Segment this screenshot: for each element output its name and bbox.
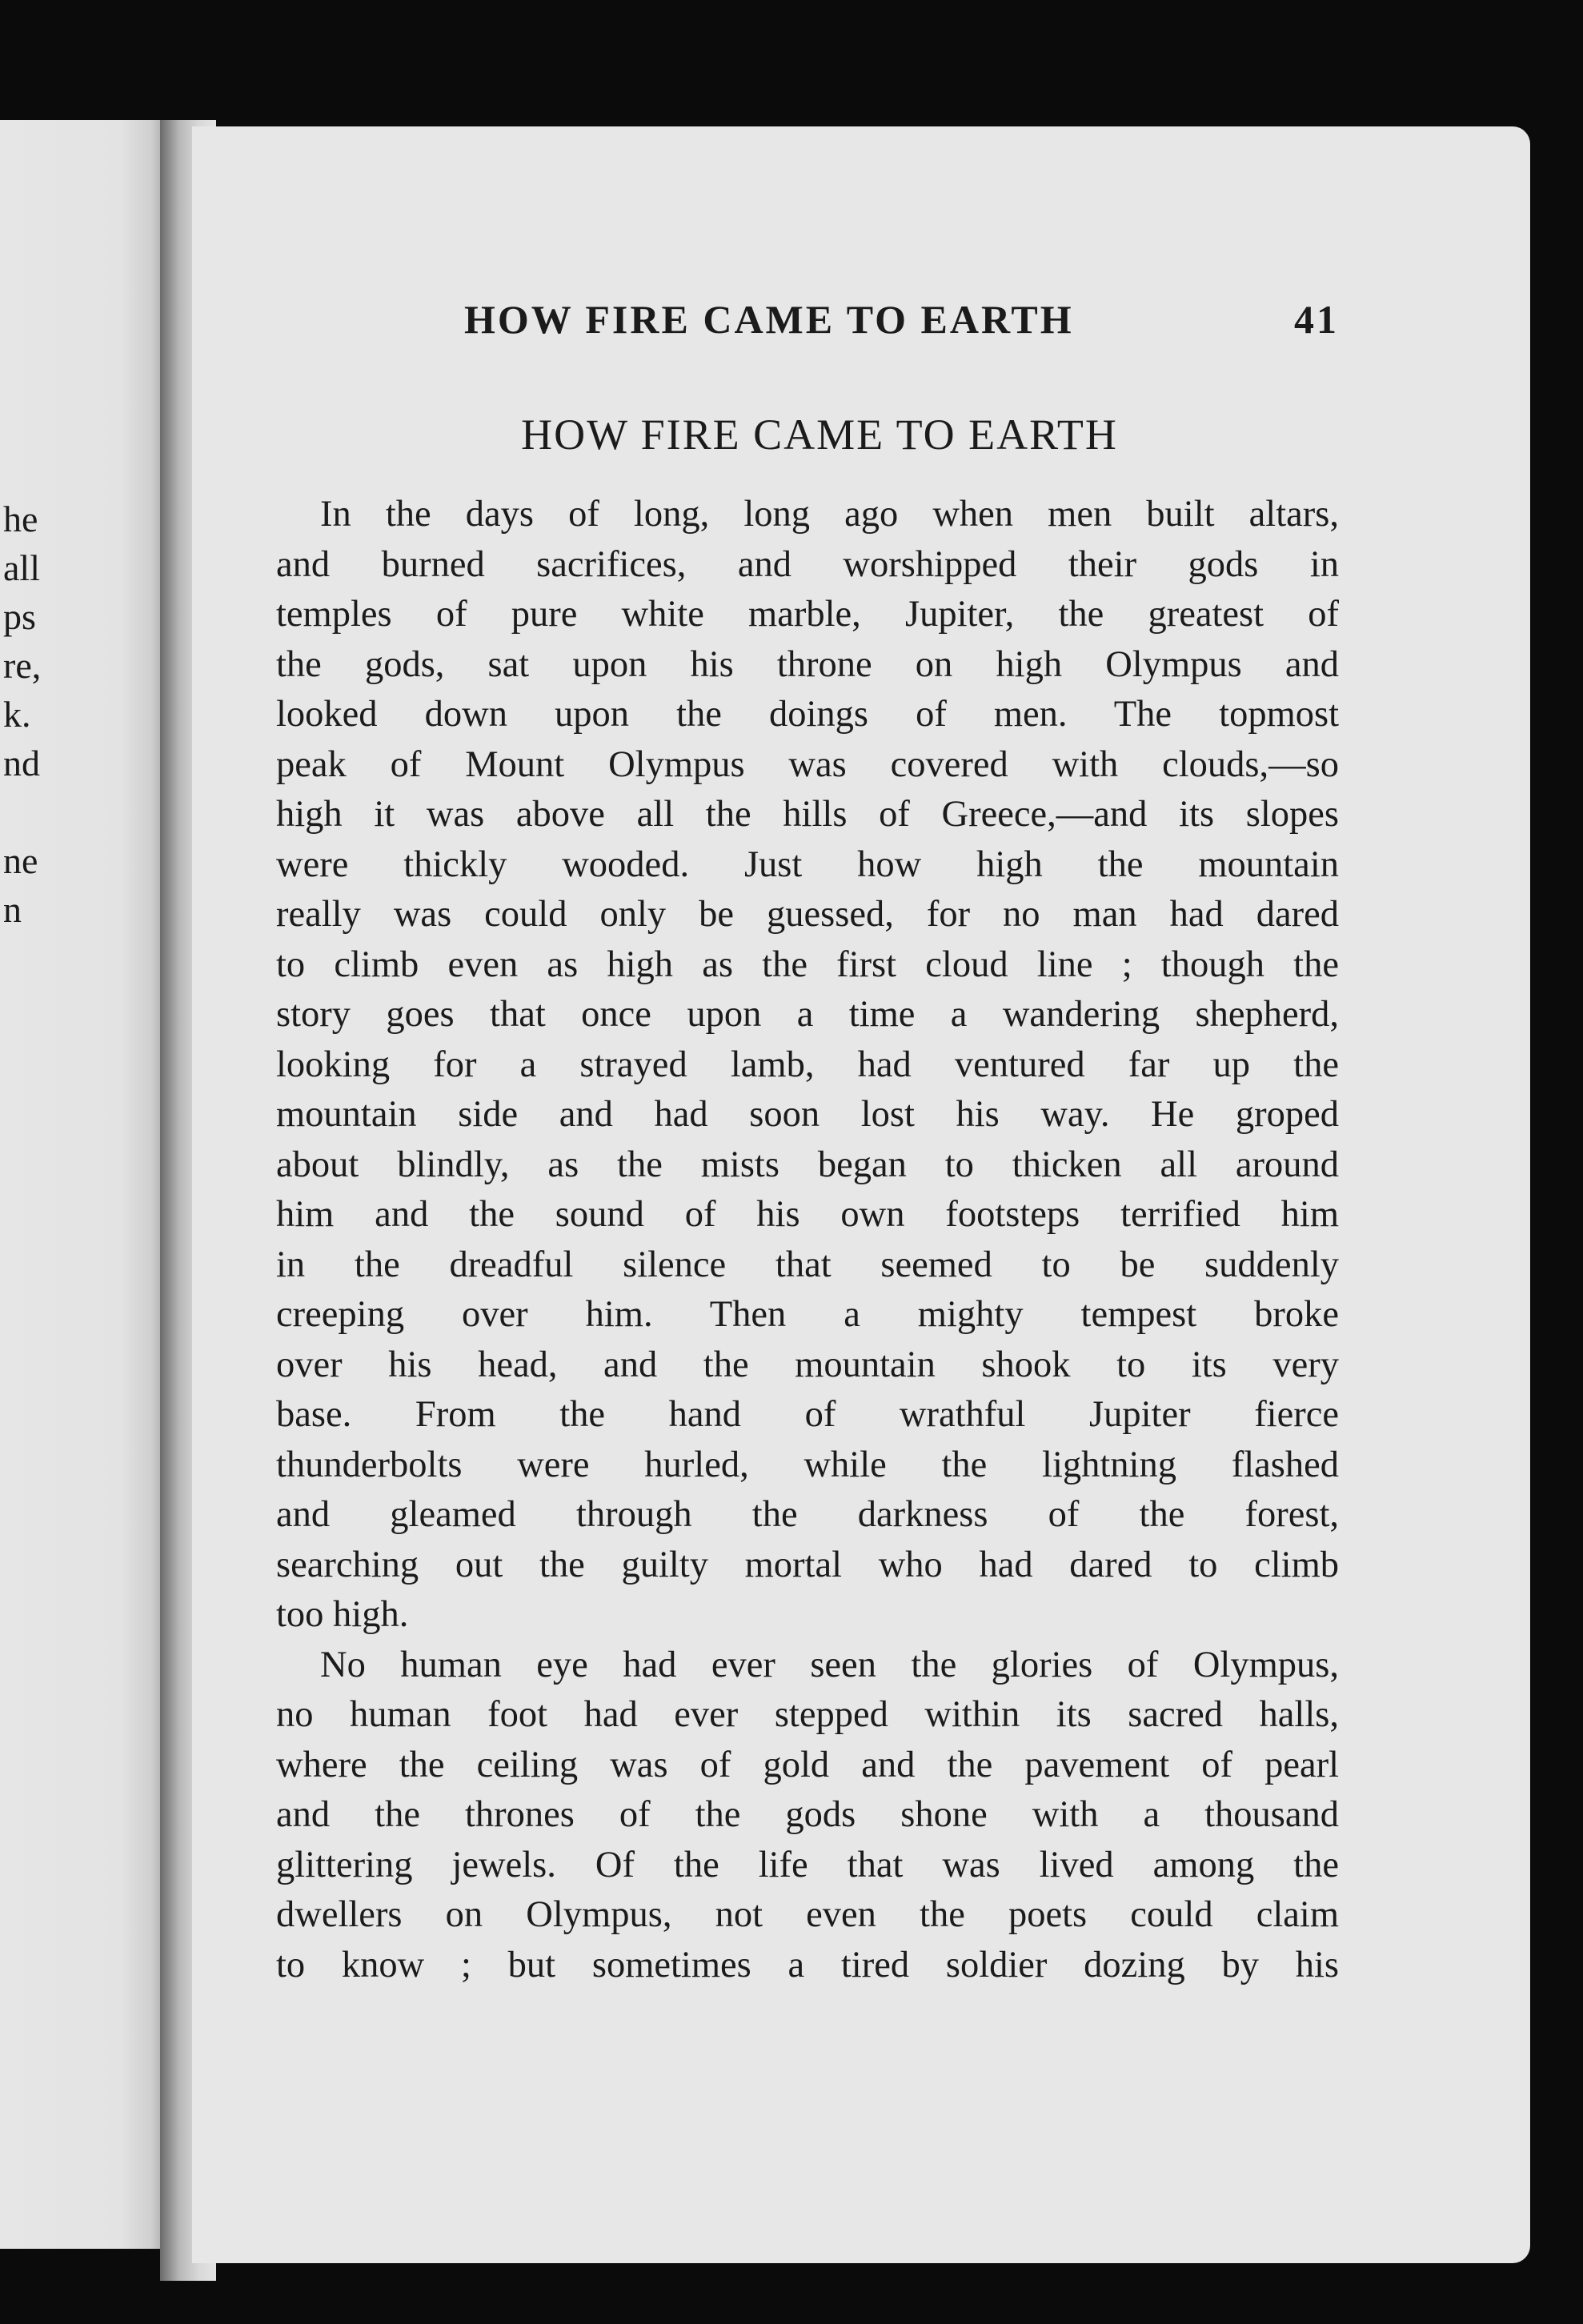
text-line: the gods, sat upon his throne on high Olympus and — [276, 643, 1339, 685]
running-head — [276, 296, 1339, 352]
paragraph — [276, 490, 1339, 1641]
text-line: about blindly, as the mists began to thicken all around — [276, 1144, 1339, 1185]
fragment-gap — [3, 787, 41, 836]
text-line: glittering jewels. Of the life that was lived among the — [276, 1844, 1339, 1885]
fragment-line: nd — [3, 743, 40, 783]
text-line: no human foot had ever stepped within its sacred halls, — [276, 1694, 1339, 1735]
text-line: In the days of long, long ago when men built altars, — [320, 494, 1339, 535]
text-line: high it was above all the hills of Greece,—and its slopes — [276, 794, 1339, 835]
fragment-line: he — [3, 499, 38, 539]
text-line: searching out the guilty mortal who had dared to climb — [276, 1544, 1339, 1585]
text-line: and the thrones of the gods shone with a thousand — [276, 1794, 1339, 1835]
fragment-line: re, — [3, 645, 42, 686]
page-number: 41 — [1294, 297, 1339, 342]
text-line: too high. — [276, 1594, 409, 1635]
text-line: thunderbolts were hurled, while the lightning flashed — [276, 1444, 1339, 1485]
text-line: were thickly wooded. Just how high the mountain — [276, 843, 1339, 885]
text-line: looked down upon the doings of men. The topmost — [276, 694, 1339, 735]
text-line: to climb even as high as the first cloud line ; though the — [276, 944, 1339, 985]
text-line: to know ; but sometimes a tired soldier dozing by his — [276, 1944, 1339, 1985]
text-line: him and the sound of his own footsteps terrified him — [276, 1194, 1339, 1235]
text-line: peak of Mount Olympus was covered with clouds,—so — [276, 743, 1339, 785]
text-line: mountain side and had soon lost his way. He groped — [276, 1094, 1339, 1135]
text-line: story goes that once upon a time a wandering shepherd, — [276, 994, 1339, 1035]
text-line: creeping over him. Then a mighty tempest broke — [276, 1294, 1339, 1335]
text-line: and burned sacrifices, and worshipped their gods in — [276, 543, 1339, 585]
previous-page-text-fragments — [3, 495, 41, 934]
fragment-line: ps — [3, 596, 36, 637]
text-line: temples of pure white marble, Jupiter, the greatest of — [276, 594, 1339, 635]
text-line: base. From the hand of wrathful Jupiter fierce — [276, 1394, 1339, 1435]
chapter-title: HOW FIRE CAME TO EARTH — [521, 411, 1118, 459]
text-line: and gleamed through the darkness of the forest, — [276, 1494, 1339, 1535]
text-line: where the ceiling was of gold and the pavement of pearl — [276, 1744, 1339, 1785]
paragraph — [276, 1641, 1339, 1991]
text-line: over his head, and the mountain shook to its very — [276, 1344, 1339, 1385]
running-head-title: HOW FIRE CAME TO EARTH — [464, 297, 1074, 342]
page-content — [276, 296, 1339, 1990]
fragment-line: n — [3, 889, 22, 930]
text-line: No human eye had ever seen the glories of Olympus, — [320, 1644, 1339, 1685]
text-line: dwellers on Olympus, not even the poets could claim — [276, 1894, 1339, 1935]
text-line: really was could only be guessed, for no man had dared — [276, 894, 1339, 935]
text-line: in the dreadful silence that seemed to be suddenly — [276, 1244, 1339, 1285]
previous-page-edge — [0, 120, 172, 2249]
fragment-line: ne — [3, 840, 38, 881]
text-line: looking for a strayed lamb, had ventured far up the — [276, 1044, 1339, 1085]
fragment-line: k. — [3, 694, 31, 735]
fragment-line: all — [3, 547, 40, 588]
